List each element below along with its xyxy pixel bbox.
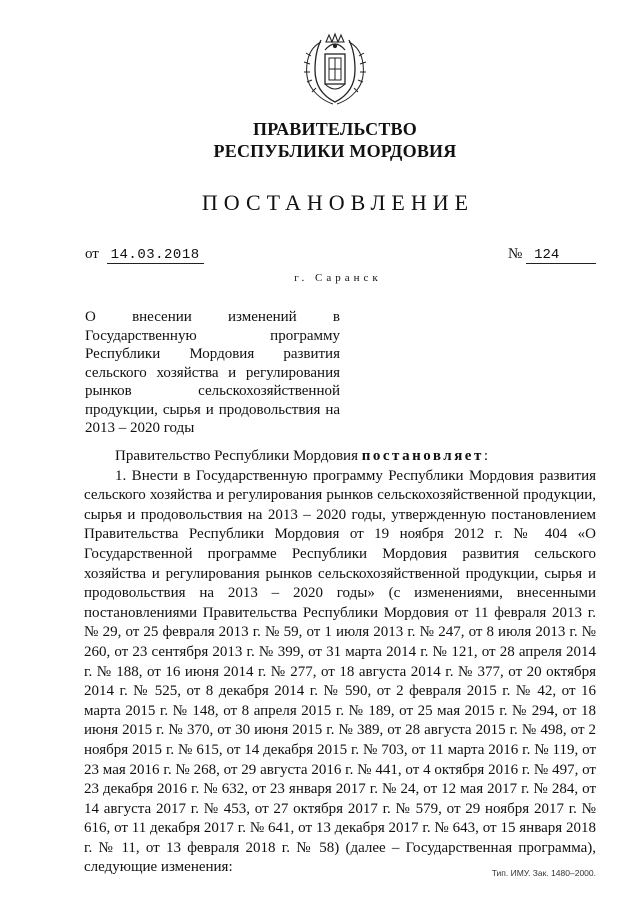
government-name (0, 118, 640, 162)
item-1: 1. Внести в Государственную программу Республики Мордовия развития сельского хозяйства и регулирования рынков сельскохозяйственной продукции, сырья и продовольствия на 2013 – 2020 годы, утвержденную постановлением Правительства Республики Мордовия от 19 ноября 2012 г. № 404 «О Государственной программе Республики Мордовия развития сельского хозяйства и регулирования рынков сельскохозяйственной продукции, сырья и продовольствия на 2013 – 2020 годы» (с изменениями, внесенными постановлениями Правительства Республики Мордовия от 11 февраля 2013 г. № 29, от 25 февраля 2013 г. № 59, от 1 июля 2013 г. № 247, от 8 июля 2013 г. № 260, от 23 сентября 2013 г. № 399, от 31 марта 2014 г. № 121, от 28 апреля 2014 г. № 188, от 16 июня 2014 г. № 277, от 18 августа 2014 г. № 377, от 20 октября 2014 г. № 525, от 8 декабря 2014 г. № 590, от 2 февраля 2015 г. № 42, от 16 марта 2015 г. № 148, от 8 апреля 2015 г. № 189, от 25 мая 2015 г. № 294, от 18 июня 2015 г. № 370, от 30 июня 2015 г. № 389, от 28 августа 2015 г. № 498, от 2 ноября 2015 г. № 615, от 14 декабря 2015 г. № 703, от 11 марта 2016 г. № 119, от 23 мая 2016 г. № 268, от 29 августа 2016 г. № 441, от 4 октября 2016 г. № 497, от 23 декабря 2016 г. № 632, от 23 января 2017 г. № 24, от 12 мая 2017 г. № 284, от 14 августа 2017 г. № 453, от 27 октября 2017 г. № 579, от 29 ноября 2017 г. № 616, от 11 декабря 2017 г. № 641, от 13 декабря 2017 г. № 643, от 15 января 2018 г. № 11, от 13 февраля 2018 г. № 58) (далее – Государственная программа), следующие изменения: (84, 467, 596, 876)
coat-of-arms-icon (299, 30, 371, 108)
document-title: О внесении изменений в Государственную программу Республики Мордовия развития сельского хозяйства и регулирования рынков сельскохозяйственной продукции, сырья и продовольствия на 2013 – 2020 годы (85, 309, 340, 436)
date-line (85, 246, 204, 264)
print-mark: Тип. ИМУ. Зак. 1480–2000. (491, 868, 596, 878)
preamble (84, 447, 596, 467)
resolves-word: постановляет (361, 448, 484, 464)
preamble-colon: : (483, 448, 489, 464)
number-line (508, 246, 596, 264)
government-line-2: РЕСПУБЛИКИ МОРДОВИЯ (213, 141, 457, 161)
city: г. Саранск (294, 272, 382, 284)
document-type: ПОСТАНОВЛЕНИЕ (201, 190, 475, 215)
document-date: 14.03.2018 (107, 247, 204, 264)
preamble-text: Правительство Республики Мордовия (115, 448, 358, 464)
number-prefix: № (508, 246, 523, 262)
document-body (84, 447, 596, 878)
document-number: 124 (526, 247, 596, 264)
date-prefix: от (85, 246, 99, 262)
government-line-1: ПРАВИТЕЛЬСТВО (253, 119, 417, 139)
